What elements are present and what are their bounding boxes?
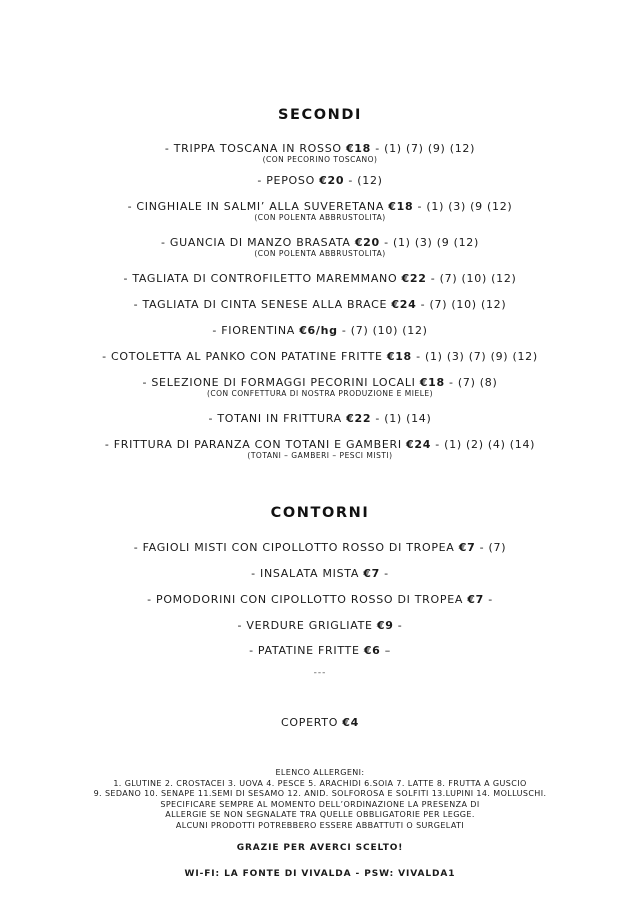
item-name: - FIORENTINA: [212, 324, 300, 337]
item-note: (CON PECORINO TOSCANO): [262, 155, 378, 164]
item-note: (CON POLENTA ABBRUSTOLITA): [254, 213, 386, 222]
allergens-block: [0, 768, 640, 832]
menu-item: [0, 567, 640, 580]
menu-item: [0, 412, 640, 425]
item-name: - COTOLETTA AL PANKO CON PATATINE FRITTE: [102, 350, 387, 363]
coperto-line: [0, 716, 640, 729]
secondi-title: SECONDI: [277, 107, 363, 123]
menu-item: [0, 593, 640, 606]
allergens-line: 9. SEDANO 10. SENAPE 11.SEMI DI SESAMO 12. ANID. SOLFOROSA E SOLFITI 13.LUPINI 14. MOLLUSCHI.: [93, 789, 547, 799]
menu-item: [0, 619, 640, 632]
item-name: - FAGIOLI MISTI CON CIPOLLOTTO ROSSO DI TROPEA: [133, 541, 459, 554]
menu-item: [0, 376, 640, 399]
menu-item: [0, 350, 640, 363]
item-allergens: -: [379, 567, 389, 580]
item-allergens: - (7) (8): [444, 376, 498, 389]
item-allergens: - (7) (10) (12): [337, 324, 428, 337]
item-price: €18: [419, 376, 445, 389]
item-allergens: - (7): [475, 541, 507, 554]
allergens-line: ALLERGIE SE NON SEGNALATE TRA QUELLE OBBLIGATORIE PER LEGGE.: [165, 810, 475, 820]
menu-item: [0, 200, 640, 223]
item-allergens: - (7) (10) (12): [416, 298, 507, 311]
item-allergens: - (1) (14): [371, 412, 432, 425]
thanks-line: GRAZIE PER AVERCI SCELTO!: [236, 843, 404, 853]
item-name: - FRITTURA DI PARANZA CON TOTANI E GAMBERI: [104, 438, 406, 451]
item-price: €18: [388, 200, 414, 213]
item-price: €20: [319, 174, 345, 187]
item-price: €18: [345, 142, 372, 155]
item-name: - INSALATA MISTA: [251, 567, 364, 580]
item-price: €20: [354, 236, 380, 249]
item-price: €6: [363, 644, 381, 657]
menu-item: [0, 438, 640, 461]
menu-item: [0, 541, 640, 554]
menu-item: [0, 142, 640, 165]
menu-item: [0, 298, 640, 311]
item-price: €24: [391, 298, 417, 311]
item-name: - SELEZIONE DI FORMAGGI PECORINI LOCALI: [142, 376, 420, 389]
item-price: €22: [401, 272, 427, 285]
item-note: (TOTANI – GAMBERI – PESCI MISTI): [247, 451, 393, 460]
item-allergens: - (1) (2) (4) (14): [431, 438, 536, 451]
item-name: - VERDURE GRIGLIATE: [237, 619, 377, 632]
item-allergens: - (1) (3) (9 (12): [379, 236, 479, 249]
item-note: (CON CONFETTURA DI NOSTRA PRODUZIONE E MIELE): [206, 389, 434, 398]
item-price: €7: [467, 593, 484, 606]
menu-item: [0, 174, 640, 187]
allergens-line: SPECIFICARE SEMPRE AL MOMENTO DELL’ORDINAZIONE LA PRESENZA DI: [160, 799, 480, 809]
item-allergens: - (1) (3) (9 (12): [413, 200, 513, 213]
allergens-line: ALCUNI PRODOTTI POTREBBERO ESSERE ABBATTUTI O SURGELATI: [175, 820, 465, 830]
item-price: €9: [376, 619, 394, 632]
item-name: - TRIPPA TOSCANA IN ROSSO: [164, 142, 346, 155]
menu-item: [0, 324, 640, 337]
allergens-line: 1. GLUTINE 2. CROSTACEI 3. UOVA 4. PESCE 5. ARACHIDI 6.SOIA 7. LATTE 8. FRUTTA A GUSCIO: [113, 778, 527, 788]
item-name: - CINGHIALE IN SALMI’ ALLA SUVERETANA: [127, 200, 389, 213]
item-allergens: - (1) (7) (9) (12): [371, 142, 476, 155]
item-name: - POMODORINI CON CIPOLLOTTO ROSSO DI TROPEA: [147, 593, 468, 606]
coperto-price: €4: [342, 716, 359, 729]
contorni-title: CONTORNI: [270, 505, 370, 521]
item-name: - TAGLIATA DI CONTROFILETTO MAREMMANO: [123, 272, 402, 285]
allergens-heading: ELENCO ALLERGENI:: [275, 768, 365, 777]
menu-item: [0, 236, 640, 259]
item-name: - GUANCIA DI MANZO BRASATA: [161, 236, 355, 249]
item-price: €6/hg: [299, 324, 338, 337]
item-allergens: -: [393, 619, 403, 632]
item-price: €7: [363, 567, 380, 580]
menu-item: [0, 644, 640, 657]
item-name: - TAGLIATA DI CINTA SENESE ALLA BRACE: [133, 298, 392, 311]
item-note: (CON POLENTA ABBRUSTOLITA): [254, 249, 386, 258]
item-price: €7: [458, 541, 476, 554]
item-price: €24: [406, 438, 432, 451]
item-allergens: -: [484, 593, 493, 606]
item-name: - PEPOSO: [257, 174, 320, 187]
item-price: €18: [386, 350, 412, 363]
menu-item: [0, 272, 640, 285]
item-name: - PATATINE FRITTE: [249, 644, 364, 657]
item-allergens: - (7) (10) (12): [426, 272, 517, 285]
item-allergens: - (1) (3) (7) (9) (12): [411, 350, 538, 363]
wifi-line: WI-FI: LA FONTE DI VIVALDA - PSW: VIVALDA1: [184, 869, 456, 879]
item-name: - TOTANI IN FRITTURA: [208, 412, 347, 425]
separator: ---: [313, 668, 327, 678]
coperto-label: COPERTO: [281, 716, 343, 729]
item-price: €22: [346, 412, 372, 425]
item-allergens: - (12): [344, 174, 383, 187]
item-allergens: –: [380, 644, 391, 657]
